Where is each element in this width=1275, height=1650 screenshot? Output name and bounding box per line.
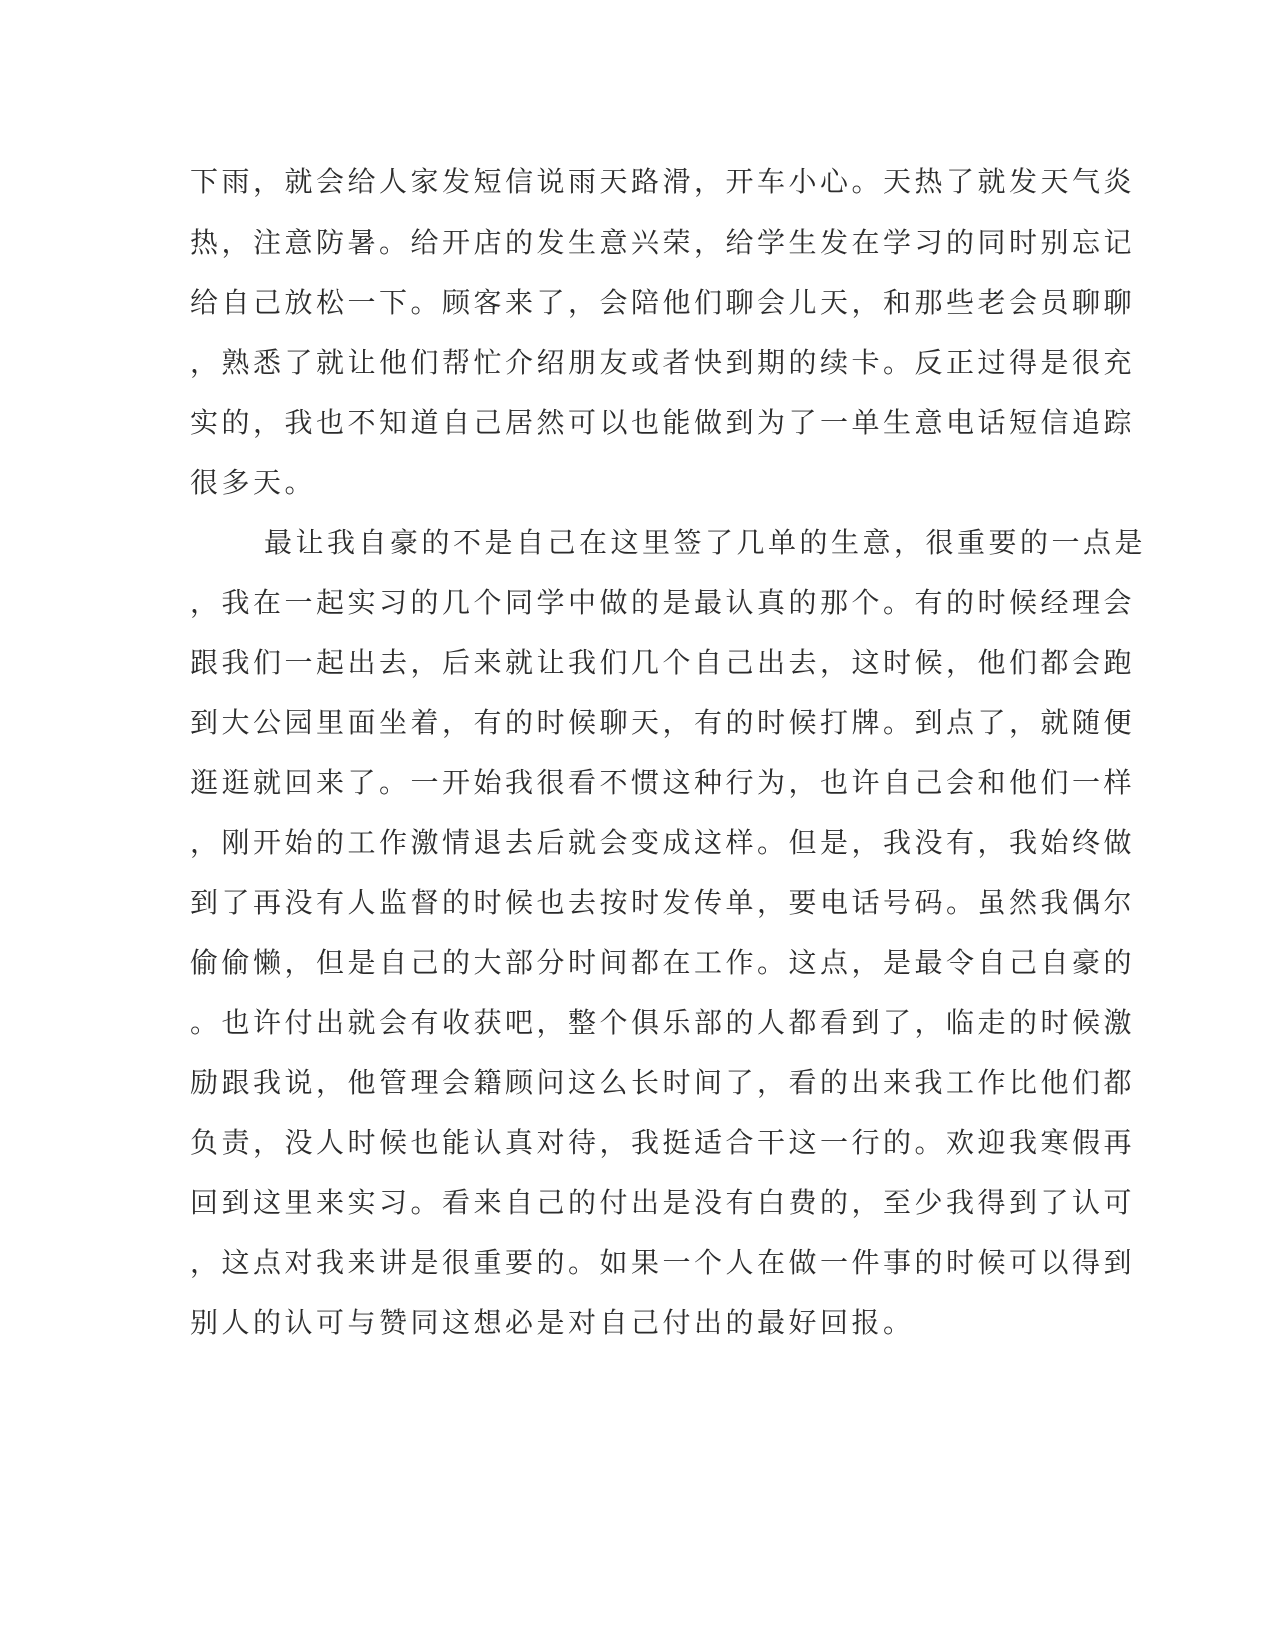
text-line: 逛逛就回来了。一开始我很看不惯这种行为，也许自己会和他们一样 (190, 766, 1136, 799)
text-line: 。也许付出就会有收获吧，整个俱乐部的人都看到了，临走的时候激 (190, 1006, 1136, 1039)
text-line: 下雨，就会给人家发短信说雨天路滑，开车小心。天热了就发天气炎 (190, 165, 1136, 198)
text-line: ，我在一起实习的几个同学中做的是最认真的那个。有的时候经理会 (190, 586, 1136, 619)
text-line: 到了再没有人监督的时候也去按时发传单，要电话号码。虽然我偶尔 (190, 886, 1136, 919)
text-line: 很多天。 (190, 466, 317, 499)
text-line: 给自己放松一下。顾客来了，会陪他们聊会儿天，和那些老会员聊聊 (190, 286, 1136, 319)
text-line: 偷偷懒，但是自己的大部分时间都在工作。这点，是最令自己自豪的 (190, 946, 1136, 979)
text-line: 热，注意防暑。给开店的发生意兴荣，给学生发在学习的同时别忘记 (190, 226, 1136, 259)
text-line: 负责，没人时候也能认真对待，我挺适合干这一行的。欢迎我寒假再 (190, 1126, 1136, 1159)
text-line: 到大公园里面坐着，有的时候聊天，有的时候打牌。到点了，就随便 (190, 706, 1136, 739)
paragraph-first-line: 最让我自豪的不是自己在这里签了几单的生意，很重要的一点是 (264, 526, 1147, 559)
text-line: 回到这里来实习。看来自己的付出是没有白费的，至少我得到了认可 (190, 1186, 1136, 1219)
text-line: ，这点对我来讲是很重要的。如果一个人在做一件事的时候可以得到 (190, 1246, 1136, 1279)
text-line: 别人的认可与赞同这想必是对自己付出的最好回报。 (190, 1306, 915, 1339)
text-line: 跟我们一起出去，后来就让我们几个自己出去，这时候，他们都会跑 (190, 646, 1136, 679)
text-line: ，熟悉了就让他们帮忙介绍朋友或者快到期的续卡。反正过得是很充 (190, 346, 1136, 379)
text-line: 实的，我也不知道自己居然可以也能做到为了一单生意电话短信追踪 (190, 406, 1136, 439)
text-line: 励跟我说，他管理会籍顾问这么长时间了，看的出来我工作比他们都 (190, 1066, 1136, 1099)
text-line: ，刚开始的工作激情退去后就会变成这样。但是，我没有，我始终做 (190, 826, 1136, 859)
